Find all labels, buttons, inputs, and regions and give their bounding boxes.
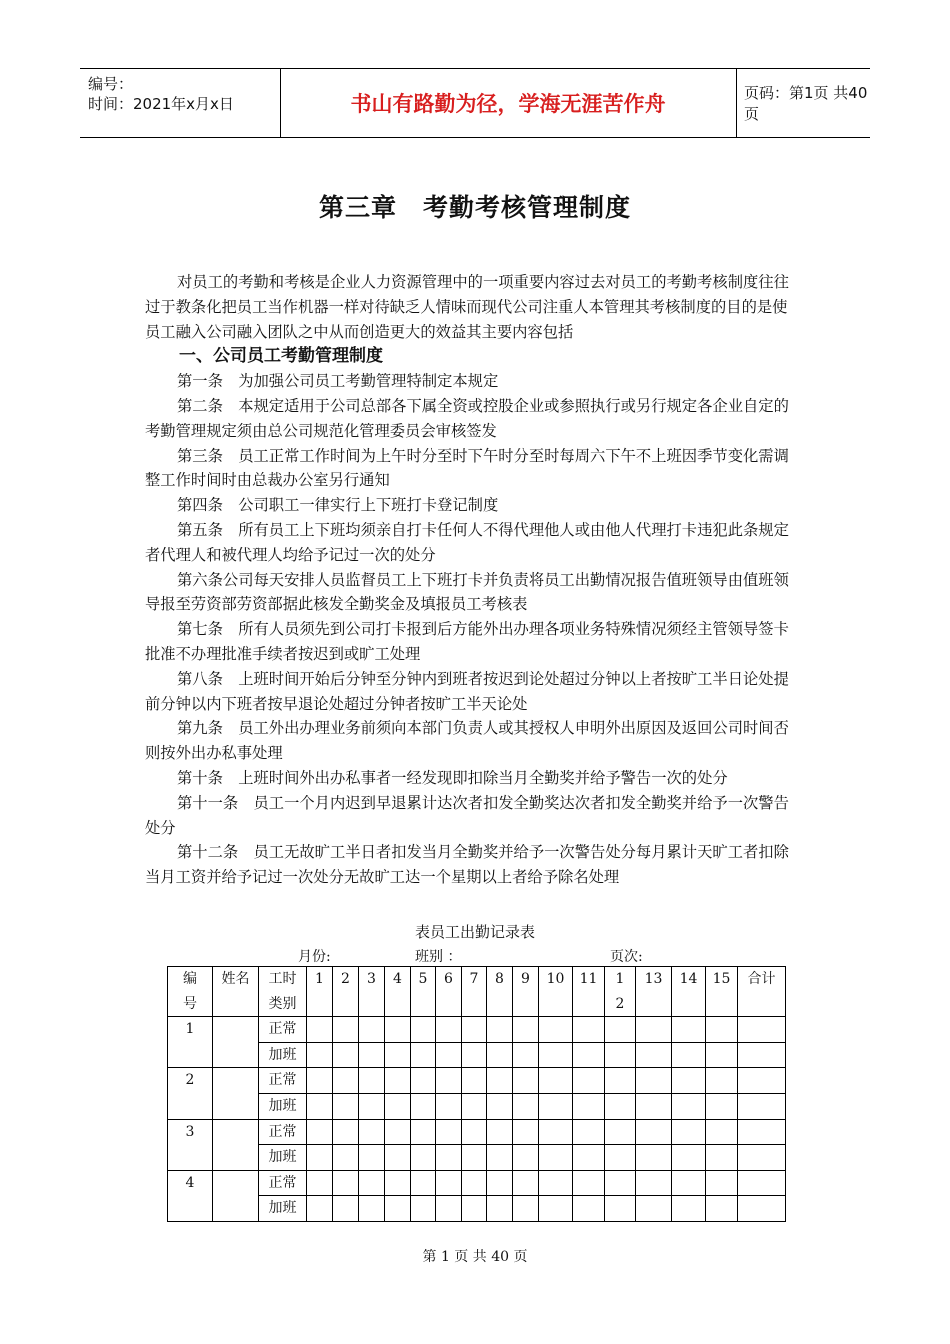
attendance-cell bbox=[738, 1196, 786, 1222]
article-paragraph: 第八条 上班时间开始后分钟至分钟内到班者按迟到论处超过分钟以上者按旷工半日论处提前分钟以内下班者按早退论处超过分钟者按旷工半天论处 bbox=[145, 669, 789, 713]
work-type-cell-text: 加班 bbox=[268, 1200, 297, 1217]
attendance-cell bbox=[738, 1042, 786, 1068]
attendance-cell bbox=[539, 1119, 573, 1145]
attendance-cell bbox=[307, 1042, 333, 1068]
employee-name-cell bbox=[213, 1170, 259, 1221]
work-type-cell-text: 正常 bbox=[268, 1174, 297, 1191]
table-row bbox=[168, 1017, 786, 1043]
header-cell-day bbox=[636, 967, 672, 1017]
attendance-cell bbox=[573, 1017, 605, 1043]
header-cell-day bbox=[605, 967, 636, 1017]
header-cell-day-text: 1 bbox=[315, 971, 324, 987]
table-row bbox=[168, 1196, 786, 1222]
attendance-cell bbox=[573, 1145, 605, 1171]
article-paragraph: 第四条 公司职工一律实行上下班打卡登记制度 bbox=[177, 496, 499, 515]
month-label: 月份: bbox=[298, 949, 331, 965]
attendance-cell bbox=[539, 1170, 573, 1196]
attendance-cell bbox=[359, 1017, 385, 1043]
table-header-row bbox=[168, 967, 786, 1017]
attendance-cell bbox=[487, 1170, 513, 1196]
attendance-cell bbox=[573, 1119, 605, 1145]
header-cell-day bbox=[385, 967, 411, 1017]
attendance-cell bbox=[462, 1170, 487, 1196]
attendance-cell bbox=[672, 1093, 706, 1119]
work-type-cell bbox=[259, 1196, 307, 1222]
attendance-cell bbox=[359, 1042, 385, 1068]
attendance-cell bbox=[307, 1145, 333, 1171]
table-row bbox=[168, 1145, 786, 1171]
attendance-cell bbox=[573, 1196, 605, 1222]
header-cell-total bbox=[738, 967, 786, 1017]
attendance-cell bbox=[539, 1196, 573, 1222]
header-cell-name bbox=[213, 967, 259, 1017]
header-cell-number bbox=[168, 967, 213, 1017]
table-row bbox=[168, 1042, 786, 1068]
header-cell-day-text: 15 bbox=[712, 971, 731, 987]
attendance-cell bbox=[307, 1093, 333, 1119]
attendance-cell bbox=[738, 1145, 786, 1171]
attendance-cell bbox=[738, 1170, 786, 1196]
shift-label: 班别 ： bbox=[415, 949, 462, 965]
attendance-cell bbox=[605, 1042, 636, 1068]
attendance-cell bbox=[359, 1170, 385, 1196]
page-header bbox=[80, 68, 870, 138]
attendance-cell bbox=[436, 1119, 462, 1145]
attendance-cell bbox=[462, 1119, 487, 1145]
table-caption: 表员工出勤记录表 bbox=[414, 923, 535, 941]
attendance-cell bbox=[436, 1196, 462, 1222]
employee-number-cell-text: 2 bbox=[185, 1072, 195, 1089]
page-footer: 第 1 页 共 40 页 bbox=[422, 1249, 528, 1265]
attendance-cell bbox=[573, 1042, 605, 1068]
attendance-cell bbox=[333, 1145, 359, 1171]
header-cell-day bbox=[573, 967, 605, 1017]
attendance-cell bbox=[636, 1068, 672, 1094]
attendance-cell bbox=[672, 1017, 706, 1043]
attendance-cell bbox=[462, 1042, 487, 1068]
work-type-cell-text: 加班 bbox=[268, 1097, 297, 1114]
attendance-cell bbox=[487, 1017, 513, 1043]
attendance-cell bbox=[411, 1119, 436, 1145]
attendance-cell bbox=[636, 1042, 672, 1068]
work-type-cell-text: 正常 bbox=[268, 1072, 297, 1089]
attendance-cell bbox=[636, 1170, 672, 1196]
attendance-cell bbox=[359, 1119, 385, 1145]
employee-number-cell-text: 4 bbox=[185, 1174, 195, 1191]
header-cell-day bbox=[487, 967, 513, 1017]
header-cell-day bbox=[333, 967, 359, 1017]
attendance-cell bbox=[513, 1093, 539, 1119]
attendance-cell bbox=[333, 1170, 359, 1196]
article-paragraph: 第七条 所有人员须先到公司打卡报到后方能外出办理各项业务特殊情况须经主管领导签卡批准不办理批准手续者按迟到或旷工处理 bbox=[145, 620, 789, 663]
attendance-cell bbox=[359, 1068, 385, 1094]
attendance-cell bbox=[513, 1170, 539, 1196]
document-body bbox=[145, 270, 800, 890]
attendance-cell bbox=[636, 1196, 672, 1222]
attendance-cell bbox=[411, 1145, 436, 1171]
attendance-cell bbox=[539, 1042, 573, 1068]
attendance-cell bbox=[333, 1196, 359, 1222]
attendance-cell bbox=[487, 1068, 513, 1094]
header-cell-day-top: 1 bbox=[615, 971, 625, 987]
header-cell-type bbox=[259, 967, 307, 1017]
section-heading: 一、公司员工考勤管理制度 bbox=[179, 346, 383, 367]
employee-number-cell bbox=[168, 1068, 213, 1119]
attendance-cell bbox=[636, 1119, 672, 1145]
doc-date-label: 时间：2021年x月x日 bbox=[88, 95, 234, 113]
attendance-cell bbox=[539, 1145, 573, 1171]
header-page-info: 页码：第1页 共40页 bbox=[744, 84, 868, 123]
attendance-cell bbox=[385, 1042, 411, 1068]
attendance-cell bbox=[706, 1119, 738, 1145]
attendance-cell bbox=[333, 1093, 359, 1119]
attendance-cell bbox=[573, 1068, 605, 1094]
doc-number-label: 编号： bbox=[88, 75, 134, 93]
attendance-cell bbox=[462, 1196, 487, 1222]
attendance-cell bbox=[333, 1017, 359, 1043]
article-paragraph: 第三条 员工正常工作时间为上午时分至时下午时分至时每周六下午不上班因季节变化需调整工作时间时由总裁办公室另行通知 bbox=[145, 446, 789, 490]
attendance-cell bbox=[738, 1119, 786, 1145]
table-row bbox=[168, 1093, 786, 1119]
article-paragraph: 第一条 为加强公司员工考勤管理特制定本规定 bbox=[177, 372, 499, 391]
attendance-cell bbox=[513, 1017, 539, 1043]
header-cell-day-text: 2 bbox=[341, 971, 350, 987]
header-cell-day bbox=[706, 967, 738, 1017]
attendance-cell bbox=[385, 1170, 411, 1196]
attendance-cell bbox=[738, 1017, 786, 1043]
work-type-cell bbox=[259, 1170, 307, 1196]
attendance-cell bbox=[672, 1042, 706, 1068]
header-cell-name-text: 姓名 bbox=[221, 971, 250, 987]
attendance-cell bbox=[573, 1170, 605, 1196]
table-row bbox=[168, 1119, 786, 1145]
attendance-cell bbox=[605, 1145, 636, 1171]
chapter-title: 第三章 考勤考核管理制度 bbox=[318, 193, 631, 222]
attendance-cell bbox=[436, 1093, 462, 1119]
header-cell-day-text: 8 bbox=[495, 971, 504, 987]
attendance-cell bbox=[573, 1093, 605, 1119]
work-type-cell bbox=[259, 1068, 307, 1094]
header-cell-day bbox=[539, 967, 573, 1017]
employee-number-cell-text: 3 bbox=[185, 1123, 195, 1140]
header-cell-day-text: 9 bbox=[521, 971, 530, 987]
attendance-cell bbox=[672, 1170, 706, 1196]
header-cell-type-bottom: 类别 bbox=[268, 995, 297, 1012]
article-list bbox=[145, 369, 800, 890]
article-paragraph: 第二条 本规定适用于公司总部各下属全资或控股企业或参照执行或另行规定各企业自定的考勤管理规定须由总公司规范化管理委员会审核签发 bbox=[145, 396, 789, 440]
employee-number-cell bbox=[168, 1170, 213, 1221]
attendance-cell bbox=[706, 1196, 738, 1222]
attendance-cell bbox=[359, 1196, 385, 1222]
attendance-cell bbox=[605, 1093, 636, 1119]
table-row bbox=[168, 1170, 786, 1196]
attendance-cell bbox=[539, 1017, 573, 1043]
attendance-cell bbox=[333, 1119, 359, 1145]
attendance-cell bbox=[539, 1068, 573, 1094]
header-cell-day-text: 4 bbox=[393, 971, 402, 987]
article-paragraph: 第十二条 员工无故旷工半日者扣发当月全勤奖并给予一次警告处分每月累计天旷工者扣除当月工资并给予记过一次处分无故旷工达一个星期以上者给予除名处理 bbox=[145, 843, 789, 887]
employee-number-cell bbox=[168, 1017, 213, 1068]
page-count-label: 页次: bbox=[610, 949, 643, 965]
work-type-cell bbox=[259, 1093, 307, 1119]
attendance-cell bbox=[436, 1170, 462, 1196]
attendance-cell bbox=[605, 1017, 636, 1043]
employee-number-cell bbox=[168, 1119, 213, 1170]
header-cell-day-bottom: 2 bbox=[615, 995, 625, 1012]
attendance-cell bbox=[307, 1170, 333, 1196]
attendance-cell bbox=[487, 1119, 513, 1145]
work-type-cell bbox=[259, 1017, 307, 1043]
header-cell-day-text: 11 bbox=[579, 971, 598, 987]
attendance-cell bbox=[462, 1145, 487, 1171]
work-type-cell bbox=[259, 1145, 307, 1171]
attendance-cell bbox=[487, 1042, 513, 1068]
attendance-cell bbox=[706, 1145, 738, 1171]
header-cell-day bbox=[411, 967, 436, 1017]
header-cell-total-text: 合计 bbox=[747, 971, 776, 987]
attendance-cell bbox=[385, 1119, 411, 1145]
header-cell-day bbox=[462, 967, 487, 1017]
header-cell-day-text: 7 bbox=[469, 971, 479, 987]
attendance-cell bbox=[738, 1093, 786, 1119]
attendance-cell bbox=[672, 1196, 706, 1222]
employee-number-cell-text: 1 bbox=[185, 1021, 195, 1038]
attendance-cell bbox=[636, 1145, 672, 1171]
attendance-cell bbox=[436, 1042, 462, 1068]
intro-paragraph: 对员工的考勤和考核是企业人力资源管理中的一项重要内容过去对员工的考勤考核制度往往过于教条化把员工当作机器一样对待缺乏人情味而现代公司注重人本管理其考核制度的目的是使员工融入公司融入团队之中从而创造更大的效益其主要内容包括 bbox=[145, 273, 789, 341]
attendance-cell bbox=[605, 1170, 636, 1196]
attendance-cell bbox=[706, 1042, 738, 1068]
attendance-cell bbox=[513, 1196, 539, 1222]
attendance-cell bbox=[605, 1196, 636, 1222]
header-cell-day-text: 14 bbox=[679, 971, 698, 987]
attendance-cell bbox=[411, 1068, 436, 1094]
attendance-cell bbox=[411, 1093, 436, 1119]
article-paragraph: 第五条 所有员工上下班均须亲自打卡任何人不得代理他人或由他人代理打卡违犯此条规定者代理人和被代理人均给予记过一次的处分 bbox=[145, 520, 789, 564]
header-cell-day bbox=[307, 967, 333, 1017]
attendance-cell bbox=[333, 1042, 359, 1068]
attendance-cell bbox=[462, 1093, 487, 1119]
header-cell-day bbox=[359, 967, 385, 1017]
attendance-cell bbox=[436, 1145, 462, 1171]
attendance-cell bbox=[359, 1093, 385, 1119]
attendance-cell bbox=[513, 1042, 539, 1068]
header-cell-day-text: 13 bbox=[644, 971, 663, 987]
attendance-cell bbox=[385, 1068, 411, 1094]
attendance-cell bbox=[706, 1093, 738, 1119]
header-cell-day-text: 3 bbox=[367, 971, 376, 987]
attendance-cell bbox=[307, 1017, 333, 1043]
attendance-cell bbox=[411, 1017, 436, 1043]
attendance-cell bbox=[385, 1145, 411, 1171]
header-cell-day-text: 6 bbox=[444, 971, 453, 987]
attendance-cell bbox=[411, 1170, 436, 1196]
header-meta-cell bbox=[80, 69, 281, 137]
work-type-cell bbox=[259, 1119, 307, 1145]
attendance-cell bbox=[636, 1093, 672, 1119]
article-paragraph: 第十条 上班时间外出办私事者一经发现即扣除当月全勤奖并给予警告一次的处分 bbox=[177, 768, 728, 787]
employee-name-cell bbox=[213, 1119, 259, 1170]
attendance-cell bbox=[307, 1119, 333, 1145]
header-cell-day bbox=[436, 967, 462, 1017]
attendance-cell bbox=[605, 1068, 636, 1094]
work-type-cell-text: 正常 bbox=[268, 1123, 297, 1140]
attendance-cell bbox=[706, 1170, 738, 1196]
attendance-cell bbox=[672, 1119, 706, 1145]
attendance-cell bbox=[487, 1093, 513, 1119]
attendance-cell bbox=[359, 1145, 385, 1171]
attendance-cell bbox=[706, 1068, 738, 1094]
attendance-cell bbox=[513, 1145, 539, 1171]
attendance-cell bbox=[333, 1068, 359, 1094]
attendance-cell bbox=[385, 1196, 411, 1222]
header-cell-type-top: 工时 bbox=[268, 971, 297, 987]
header-cell-day-text: 5 bbox=[418, 971, 428, 987]
article-paragraph: 第九条 员工外出办理业务前须向本部门负责人或其授权人申明外出原因及返回公司时间否则按外出办私事处理 bbox=[145, 719, 789, 763]
attendance-table bbox=[167, 966, 786, 1222]
attendance-cell bbox=[672, 1145, 706, 1171]
attendance-cell bbox=[539, 1093, 573, 1119]
header-cell-day bbox=[672, 967, 706, 1017]
table-row bbox=[168, 1068, 786, 1094]
attendance-cell bbox=[487, 1196, 513, 1222]
article-paragraph: 第六条公司每天安排人员监督员工上下班打卡并负责将员工出勤情况报告值班领导由值班领导报至劳资部劳资部据此核发全勤奖金及填报员工考核表 bbox=[145, 570, 789, 614]
header-motto: 书山有路勤为径，学海无涯苦作舟 bbox=[280, 69, 737, 137]
attendance-cell bbox=[706, 1017, 738, 1043]
attendance-cell bbox=[605, 1119, 636, 1145]
attendance-cell bbox=[513, 1068, 539, 1094]
attendance-cell bbox=[411, 1196, 436, 1222]
attendance-cell bbox=[307, 1196, 333, 1222]
employee-name-cell bbox=[213, 1017, 259, 1068]
attendance-cell bbox=[436, 1017, 462, 1043]
header-cell-number-top: 编 bbox=[183, 971, 197, 987]
header-cell-day-text: 10 bbox=[546, 971, 565, 987]
attendance-cell bbox=[436, 1068, 462, 1094]
article-paragraph: 第十一条 员工一个月内迟到早退累计达次者扣发全勤奖达次者扣发全勤奖并给予一次警告处分 bbox=[145, 793, 789, 837]
attendance-cell bbox=[738, 1068, 786, 1094]
attendance-cell bbox=[462, 1017, 487, 1043]
attendance-cell bbox=[672, 1068, 706, 1094]
attendance-cell bbox=[385, 1017, 411, 1043]
work-type-cell-text: 加班 bbox=[268, 1149, 297, 1166]
attendance-cell bbox=[487, 1145, 513, 1171]
attendance-cell bbox=[307, 1068, 333, 1094]
attendance-cell bbox=[513, 1119, 539, 1145]
work-type-cell bbox=[259, 1042, 307, 1068]
attendance-cell bbox=[411, 1042, 436, 1068]
work-type-cell-text: 加班 bbox=[268, 1046, 297, 1063]
work-type-cell-text: 正常 bbox=[268, 1021, 297, 1038]
header-cell-day bbox=[513, 967, 539, 1017]
attendance-cell bbox=[636, 1017, 672, 1043]
header-cell-number-bottom: 号 bbox=[183, 995, 197, 1012]
attendance-cell bbox=[385, 1093, 411, 1119]
employee-name-cell bbox=[213, 1068, 259, 1119]
attendance-cell bbox=[462, 1068, 487, 1094]
